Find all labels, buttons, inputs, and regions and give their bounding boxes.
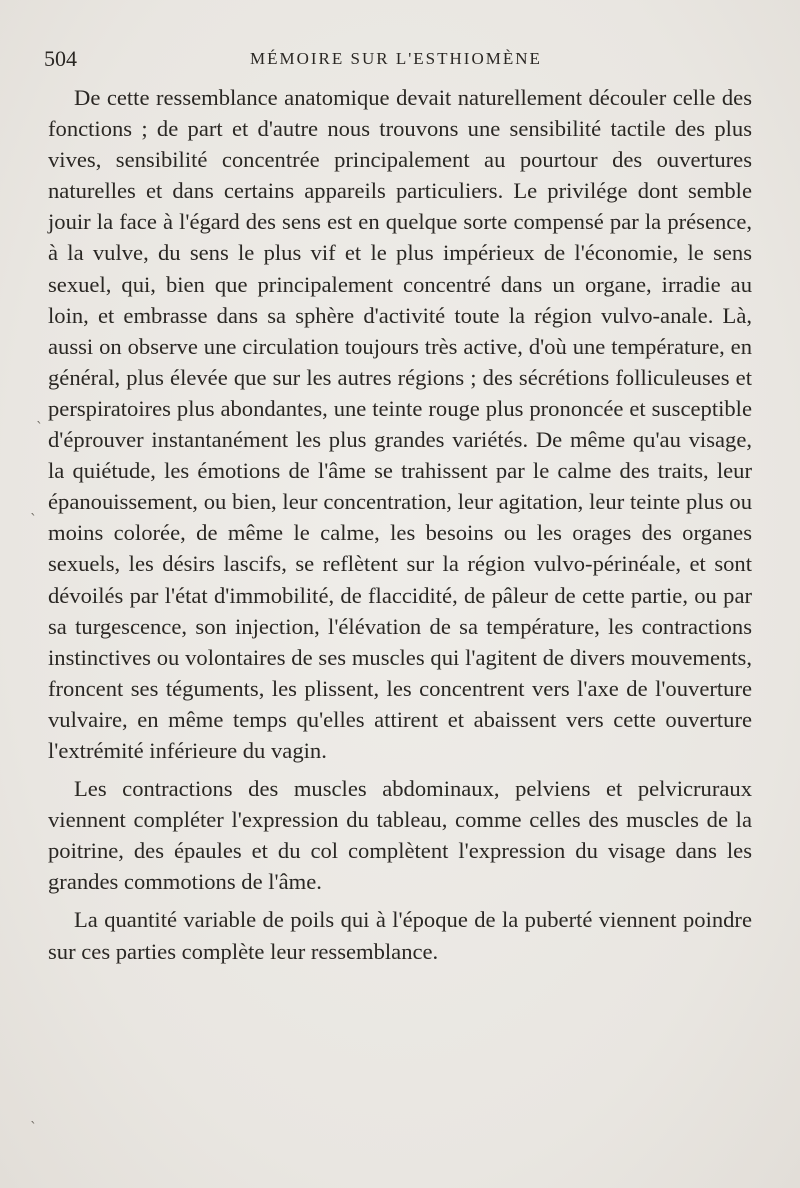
page-header [44, 46, 800, 76]
running-title: MÉMOIRE SUR L'ESTHIOMÈNE [250, 49, 542, 68]
body-text [48, 82, 752, 967]
margin-tick-mark: ˎ [30, 500, 37, 516]
paragraph-2: Les contractions des muscles abdominaux, pelviens et pelvicruraux viennent compléter l'expression du tableau, comme celles des muscles de la poitrine, des épaules et du col complètent l'expression du visage dans les grandes commotions de l'âme. [48, 776, 752, 895]
paragraph-3: La quantité variable de poils qui à l'époque de la puberté viennent poindre sur ces parties complète leur ressemblance. [48, 907, 752, 964]
page-number: 504 [44, 46, 77, 71]
paragraph-1: De cette ressemblance anatomique devait naturellement découler celle des fonctions ; de part et d'autre nous trouvons une sensibilité tactile des plus vives, sensibilité concentrée principalement au pourtour des ouvertures naturelles et dans certains appareils particuliers. Le privilége dont semble jouir la face à l'égard des sens est en quelque sorte compensé par la présence, à la vulve, du sens le plus vif et le plus impérieux de l'économie, le sens sexuel, qui, bien que principalement concentré dans un organe, irradie au loin, et embrasse dans sa sphère d'activité toute la région vulvo-anale. Là, aussi on observe une circulation toujours très active, d'où une température, en général, plus élevée que sur les autres régions ; des sécrétions folliculeuses et perspiratoires plus abondantes, une teinte rouge plus prononcée et susceptible d'éprouver instantanément les plus grandes variétés. De même qu'au visage, la quiétude, les émotions de l'âme se trahissent par le calme des traits, leur épanouissement, ou bien, leur concentration, leur agitation, leur teinte plus ou moins colorée, de même le calme, les besoins ou les orages des organes sexuels, les désirs lascifs, se reflètent sur la région vulvo-périnéale, et sont dévoilés par l'état d'immobilité, de flaccidité, de pâleur de cette partie, ou par sa turgescence, son injection, l'élévation de sa température, les contractions instinctives ou volontaires de ses muscles qui l'agitent de divers mouvements, froncent ses téguments, les plissent, les concentrent vers l'axe de l'ouverture vulvaire, en même temps qu'elles attirent et abaissent vers cette ouverture l'extrémité inférieure du vagin. [48, 85, 752, 763]
margin-tick-mark: ˎ [30, 1108, 37, 1124]
margin-tick-mark: ˎ [36, 408, 43, 424]
